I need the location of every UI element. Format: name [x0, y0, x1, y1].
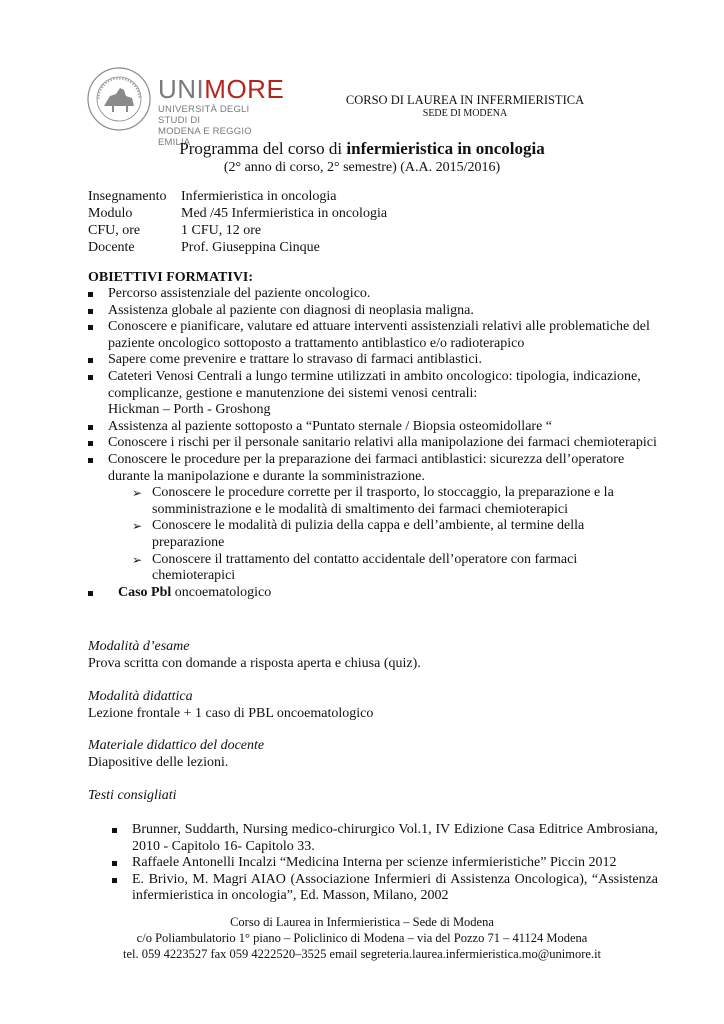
cvc-types: Hickman – Porth - Groshong	[108, 402, 271, 418]
exam-section	[88, 638, 421, 672]
objectives-list	[88, 286, 658, 601]
arrow-bullet-icon: ➢	[132, 519, 143, 534]
course-info	[88, 188, 387, 256]
arrow-bullet-icon: ➢	[132, 486, 143, 501]
list-item: Assistenza al paziente sottoposto a “Puntato sternale / Biopsia osteomidollare “	[88, 419, 658, 436]
page-footer: Corso di Laurea in Infermieristica – Sede di Modena c/o Poliambulatorio 1° piano – Policlinico di Modena – via del Pozzo 71 – 41124 Modena tel. 059 4223527 fax 059 4222520–3525 email segreteria.laurea.infermieristica.mo@unimore.it	[122, 915, 602, 961]
list-item: Raffaele Antonelli Incalzi “Medicina Interna per scienze infermieristiche” Piccin 2012	[110, 855, 658, 872]
section-text: Lezione frontale + 1 caso di PBL oncoematologico	[88, 706, 374, 721]
materials-section	[88, 737, 264, 771]
list-item: Brunner, Suddarth, Nursing medico-chirurgico Vol.1, IV Edizione Casa Editrice Ambrosiana, 2010 - Capitolo 16- Capitolo 33.	[110, 822, 658, 855]
page-subtitle: (2° anno di corso, 2° semestre) (A.A. 2015/2016)	[223, 160, 501, 175]
section-heading: Materiale didattico del docente	[88, 738, 265, 753]
list-item: Conoscere e pianificare, valutare ed attuare interventi assistenziali relativi alle problematiche del paziente oncologico sottoposto a trattamento antiblastico e/o radioterapico	[88, 319, 658, 352]
section-heading: Testi consigliati	[88, 788, 177, 803]
books-section	[88, 787, 177, 804]
list-item: Cateteri Venosi Centrali a lungo termine utilizzati in ambito oncologico: tipologia, indicazione, complicanze, gestione e manutenzione dei sistemi venosi centrali: Hickman – Porth - Groshong	[88, 369, 658, 419]
header-course: CORSO DI LAUREA IN INFERMIERISTICA	[345, 93, 585, 107]
brand-name: UNIMORE	[158, 74, 285, 104]
unimore-logo	[86, 66, 285, 148]
list-item: E. Brivio, M. Magri AIAO (Associazione Infermieri di Assistenza Oncologica), “Assistenza infermieristica in oncologia”, Ed. Masson, Milano, 2002	[110, 872, 658, 905]
header-sede: SEDE DI MODENA	[422, 108, 508, 119]
arrow-bullet-icon: ➢	[132, 552, 143, 567]
section-text: Prova scritta con domande a risposta aperta e chiusa (quiz).	[88, 656, 421, 671]
list-item: Percorso assistenziale del paziente oncologico.	[88, 286, 658, 303]
books-list	[110, 822, 658, 905]
list-item: ➢ Conoscere il trattamento del contatto accidentale dell’operatore con farmaci chemioterapici	[132, 551, 578, 584]
info-row: CFU, ore 1 CFU, 12 ore	[88, 223, 262, 238]
info-row: Insegnamento Infermieristica in oncologia	[88, 189, 337, 204]
section-heading: Modalità didattica	[88, 689, 193, 704]
info-row: Docente Prof. Giuseppina Cinque	[88, 240, 320, 255]
list-item: Assistenza globale al paziente con diagnosi di neoplasia maligna.	[88, 303, 658, 320]
university-seal-icon	[86, 66, 152, 132]
brand-subtitle: UNIVERSITÀ DEGLI STUDI DI MODENA E REGGIO EMILIA	[158, 104, 252, 148]
list-item: Conoscere le procedure per la preparazione dei farmaci antiblastici: sicurezza dell’operatore durante la manipolazione e durante la somministrazione.	[88, 452, 658, 485]
objectives-sublist	[88, 485, 658, 585]
objectives-heading: OBIETTIVI FORMATIVI:	[88, 270, 254, 285]
section-heading: Modalità d’esame	[88, 639, 190, 654]
list-item: ➢ Conoscere le modalità di pulizia della cappa e dell’ambiente, al termine della preparazione	[132, 518, 585, 550]
info-row: Modulo Med /45 Infermieristica in oncologia	[88, 206, 388, 221]
list-item: Sapere come prevenire e trattare lo stravaso di farmaci antiblastici.	[88, 352, 658, 369]
list-item: ➢ Conoscere le procedure corrette per il trasporto, lo stoccaggio, la preparazione e la somministrazione e le modalità di smaltimento dei farmaci chemioterapici	[132, 485, 614, 517]
section-text: Diapositive delle lezioni.	[88, 755, 229, 770]
teaching-section	[88, 688, 373, 722]
page-title: Programma del corso di infermieristica in oncologia	[179, 139, 545, 158]
list-item: Caso Pbl oncoematologico	[88, 585, 658, 602]
list-item: Conoscere i rischi per il personale sanitario relativi alla manipolazione dei farmaci chemioterapici	[88, 435, 658, 452]
